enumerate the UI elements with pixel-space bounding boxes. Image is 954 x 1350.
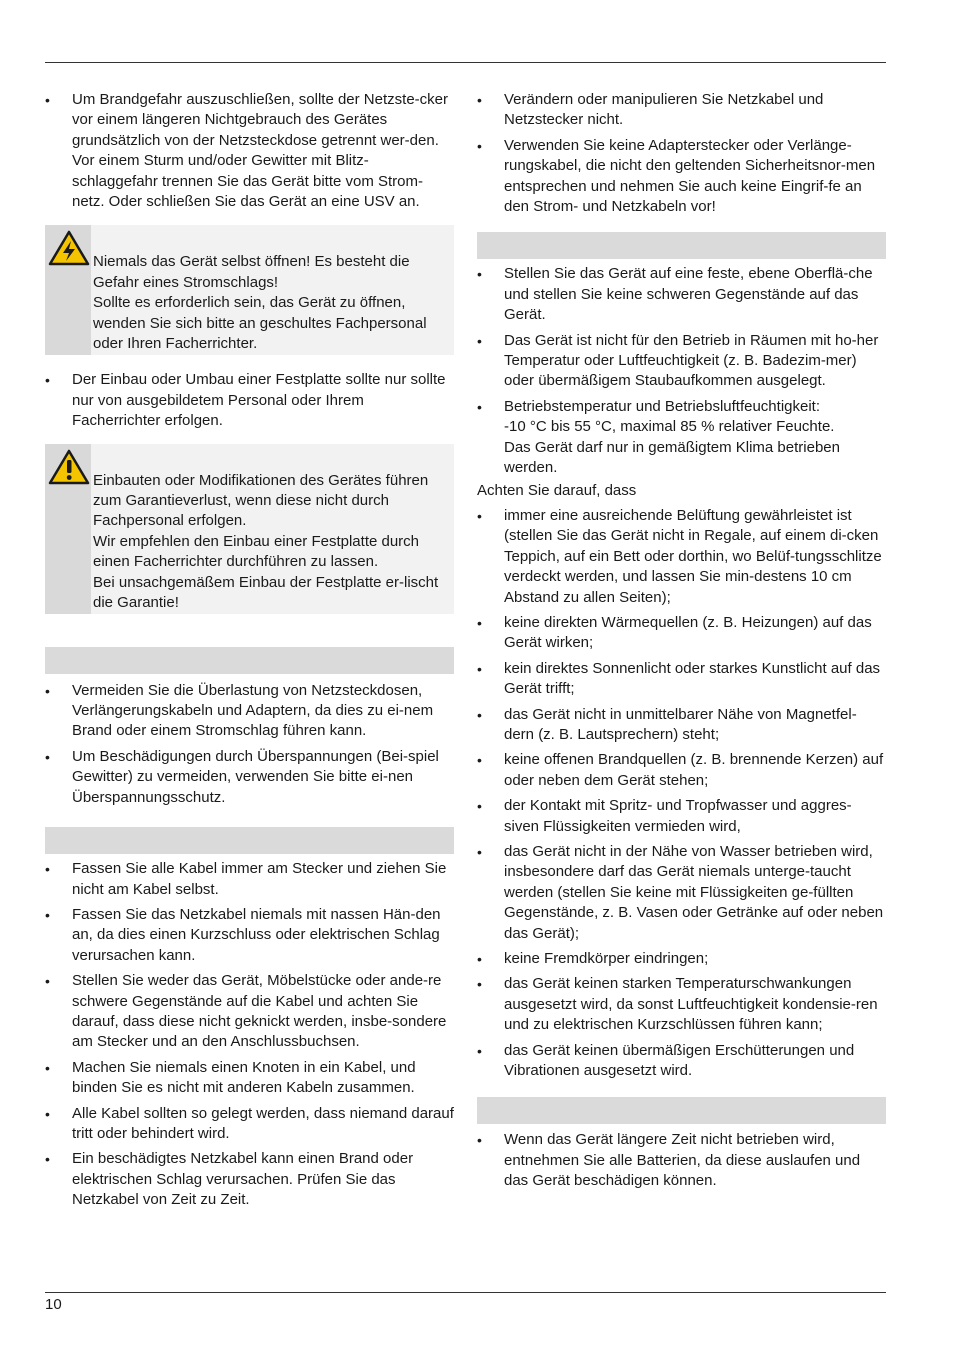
text-line: Das Gerät darf nur in gemäßigtem Klima betrieben werden. (504, 438, 840, 477)
section-heading-bar (45, 827, 454, 854)
placement-list (477, 264, 886, 478)
left-intro-list (45, 90, 454, 212)
left-column (45, 90, 454, 1216)
list-item: • Stellen Sie das Gerät auf eine feste, ebene Oberflä-che und stellen Sie keine schweren Gegenstände auf das Gerät. (477, 264, 886, 325)
list-item: • keine direkten Wärmequellen (z. B. Heizungen) auf das Gerät wirken; (477, 613, 886, 654)
list-item: • das Gerät nicht in unmittelbarer Nähe von Magnetfel-dern (z. B. Lautsprechern) steht; (477, 705, 886, 746)
list-item: • immer eine ausreichende Belüftung gewährleistet ist (stellen Sie das Gerät nicht in Regale, auf einem di-cken Teppich, auf ein Bett oder dorthin, wo Belüf-tungsschlitze verdeckt werden, und lassen Sie min-destens 10 cm Abstand zu allen Seiten); (477, 506, 886, 608)
list-item: • Um Beschädigungen durch Überspannungen (Bei-spiel Gewitter) zu vermeiden, verwenden Sie bitte ei-nen Überspannungsschutz. (45, 747, 454, 808)
page-number: 10 (45, 1296, 62, 1313)
list-item: • Der Einbau oder Umbau einer Festplatte sollte nur sollte nur von ausgebildetem Personal oder Ihrem Facherrichter erfolgen. (45, 370, 454, 431)
list-item: • Verändern oder manipulieren Sie Netzkabel und Netzstecker nicht. (477, 90, 886, 131)
list-item: • Vermeiden Sie die Überlastung von Netzsteckdosen, Verlängerungskabeln und Adaptern, da dies zu ei-nem Brand oder einem Stromschlag führen kann. (45, 681, 454, 742)
list-item: • Um Brandgefahr auszuschließen, sollte der Netzste-cker vor einem längeren Nichtgebrauch des Gerätes grundsätzlich von der Netzsteckdose getrennt wer-den. Vor einem Sturm und/oder Gewitter mit Blitz-schlaggefahr trennen Sie das Gerät bitte vom Strom-netz. Oder schließen Sie das Gerät an eine USV an. (45, 90, 454, 212)
electric-warning-box (45, 225, 454, 355)
warning-triangle-icon (48, 449, 90, 485)
list-item: • Fassen Sie das Netzkabel niemals mit nassen Hän-den an, da dies einen Kurzschluss oder elektrischen Schlag verursachen kann. (45, 905, 454, 966)
achten-intro-text: Achten Sie darauf, dass (477, 481, 637, 499)
overload-list (45, 681, 454, 808)
right-intro-list (477, 90, 886, 217)
list-item: • das Gerät keinen übermäßigen Erschütterungen und Vibrationen ausgesetzt wird. (477, 1041, 886, 1082)
list-item: • Fassen Sie alle Kabel immer am Stecker und ziehen Sie nicht am Kabel selbst. (45, 859, 454, 900)
list-item: • keine Fremdkörper eindringen; (477, 949, 886, 969)
guarantee-warning-box (45, 444, 454, 614)
battery-list (477, 1130, 886, 1191)
section-heading-bar (477, 1097, 886, 1124)
right-column (477, 90, 886, 1197)
cable-list (45, 859, 454, 1211)
list-item: • keine offenen Brandquellen (z. B. brennende Kerzen) auf oder neben dem Gerät stehen; (477, 750, 886, 791)
list-item-operating-conditions (477, 397, 886, 479)
list-item: • kein direktes Sonnenlicht oder starkes Kunstlicht auf das Gerät trifft; (477, 659, 886, 700)
text-line: -10 °C bis 55 °C, maximal 85 % relativer Feuchte. (504, 418, 835, 436)
warning-text (45, 225, 454, 354)
warning-line: Sollte es erforderlich sein, das Gerät zu öffnen, wenden Sie sich bitte an geschultes Fachpersonal oder Ihren Facherrichter. (93, 294, 427, 353)
ambient-conditions-list (477, 506, 886, 1082)
section-heading-bar (477, 232, 886, 259)
list-item: • das Gerät keinen starken Temperaturschwankungen ausgesetzt wird, da sonst Luftfeuchtigkeit kondensie-ren und zu elektrischen Kurzschlüssen führen kann; (477, 974, 886, 1035)
list-item: • Alle Kabel sollten so gelegt werden, dass niemand darauf tritt oder behindert wird. (45, 1104, 454, 1145)
warning-line: Wir empfehlen den Einbau einer Festplatte durch einen Facherrichter durchführen zu lassen. (93, 532, 420, 571)
list-item: • Das Gerät ist nicht für den Betrieb in Räumen mit ho-her Temperatur oder Luftfeuchtigkeit (z. B. Badezim-mer) oder übermäßigem Staubaufkommen ausgelegt. (477, 331, 886, 392)
list-item: • Verwenden Sie keine Adapterstecker oder Verlänge-rungskabel, die nicht den geltenden Sicherheitsnor-men entsprechen und nehmen Sie auch keine Eingrif-fe an den Strom- und Netzkabeln vor! (477, 136, 886, 218)
warning-line: Einbauten oder Modifikationen des Gerätes führen zum Garantieverlust, wenn diese nicht durch Fachpersonal erfolgen. (93, 471, 429, 530)
footer-rule (45, 1292, 886, 1293)
list-item: • Machen Sie niemals einen Knoten in ein Kabel, und binden Sie es nicht mit anderen Kabeln zusammen. (45, 1058, 454, 1099)
left-middle-list (45, 370, 454, 431)
text-line: • Betriebstemperatur und Betriebsluftfeuchtigkeit: (504, 397, 821, 415)
warning-line: Niemals das Gerät selbst öffnen! Es besteht die Gefahr eines Stromschlags! (93, 253, 410, 291)
section-heading-bar (45, 647, 454, 674)
list-item: • Stellen Sie weder das Gerät, Möbelstücke oder ande-re schwere Gegenstände auf die Kabel und achten Sie darauf, dass diese nicht geknickt werden, insbe-sondere am Stecker und an den Anschlussbuchsen. (45, 971, 454, 1053)
header-rule (45, 62, 886, 63)
list-item: • das Gerät nicht in der Nähe von Wasser betrieben wird, insbesondere darf das Gerät niemals unterge-taucht werden (stellen Sie keine mit Flüssigkeiten ge-füllten Gegenstände, z. B. Vasen oder Getränke auf oder neben das Gerät); (477, 842, 886, 944)
electric-hazard-icon (48, 230, 90, 266)
list-item: • Wenn das Gerät längere Zeit nicht betrieben wird, entnehmen Sie alle Batterien, da diese auslaufen und das Gerät beschädigen können. (477, 1130, 886, 1191)
list-item: • Ein beschädigtes Netzkabel kann einen Brand oder elektrischen Schlag verursachen. Prüfen Sie das Netzkabel von Zeit zu Zeit. (45, 1149, 454, 1210)
list-item: • der Kontakt mit Spritz- und Tropfwasser und aggres-siven Flüssigkeiten vermieden wird, (477, 796, 886, 837)
warning-text (45, 444, 454, 614)
warning-line: Bei unsachgemäßem Einbau der Festplatte er-lischt die Garantie! (93, 573, 439, 612)
